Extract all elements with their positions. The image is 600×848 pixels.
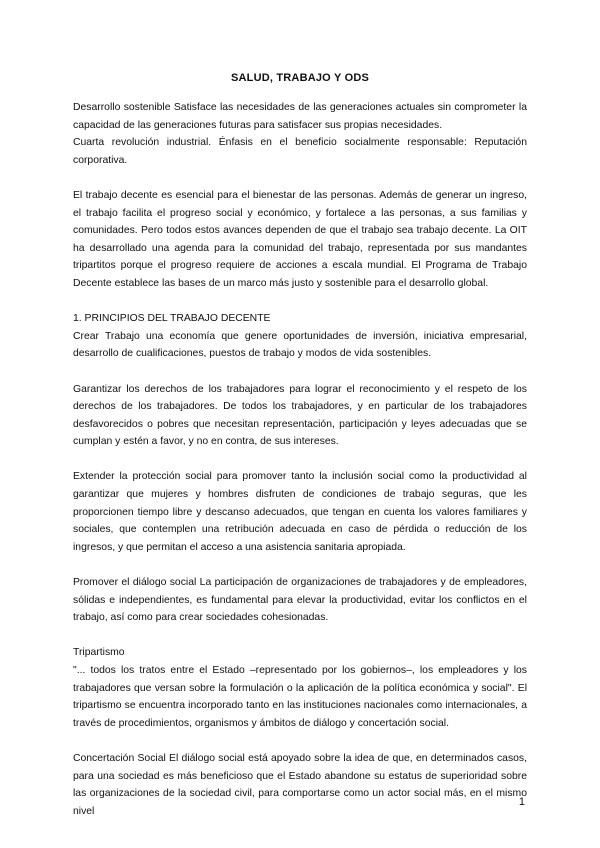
- paragraph-crear-trabajo: Crear Trabajo una economía que genere oportunidades de inversión, iniciativa empresarial, desarrollo de cualificaciones, puestos de trabajo y modos de vida sostenibles.: [73, 330, 527, 360]
- paragraph-dialogo-social: Promover el diálogo social La participación de organizaciones de trabajadores y de empleadores, sólidas e independientes, es fundamental para elevar la productividad, evitar los conflictos en el trabajo, así como para crear sociedades cohesionadas.: [73, 577, 527, 624]
- section-heading-principios: 1. PRINCIPIOS DEL TRABAJO DECENTE: [73, 313, 271, 325]
- subheading-tripartismo: Tripartismo: [73, 647, 125, 659]
- paragraph-trabajo-decente: El trabajo decente es esencial para el bienestar de las personas. Además de generar un ingreso, el trabajo facilita el progreso social y económico, y fortalece a las personas, a sus familias y comunidades. Pero todos estos avances dependen de que el trabajo sea trabajo decente. La OIT ha desarrollado una agenda para la comunidad del trabajo, representada por sus mandantes tripartitos porque el progreso requiere de acciones a escala mundial. El Programa de Trabajo Decente establece las bases de un marco más justo y sostenible para el desarrollo global.: [73, 189, 527, 289]
- document-title: SALUD, TRABAJO Y ODS: [230, 72, 370, 84]
- paragraph-garantizar-derechos: Garantizar los derechos de los trabajadores para lograr el reconocimiento y el respeto de los derechos de los trabajadores. De todos los trabajadores, y en particular de los trabajadores desfavorecidos o pobres que necesitan representación, participación y leyes adecuadas que se cumplan y estén a favor, y no en contra, de sus intereses.: [73, 383, 527, 448]
- paragraph-desarrollo-sostenible: Desarrollo sostenible Satisface las necesidades de las generaciones actuales sin comprometer la capacidad de las generaciones futuras para satisfacer sus propias necesidades.: [73, 102, 527, 131]
- document-body: [73, 99, 527, 820]
- paragraph-tripartismo: "... todos los tratos entre el Estado –representado por los gobiernos–, los empleadores y los trabajadores que versan sobre la formulación o la aplicación de la política económica y social". El tripartismo se encuentra incorporado tanto en las instituciones nacionales como internacionales, a través de procedimientos, organismos y ámbitos de diálogo y concertación social.: [73, 665, 527, 729]
- paragraph-concertacion-social: Concertación Social El diálogo social está apoyado sobre la idea de que, en determinados casos, para una sociedad es más beneficioso que el Estado abandone su estatus de superioridad sobre las organizaciones de la sociedad civil, para comportarse como un actor social más, en el mismo nivel: [73, 752, 527, 817]
- paragraph-proteccion-social: Extender la protección social para promover tanto la inclusión social como la productividad al garantizar que mujeres y hombres disfruten de condiciones de trabajo seguras, que les proporcionen tiempo libre y descanso adecuados, que tengan en cuenta los valores familiares y sociales, que contemplen una retribución adecuada en caso de pérdida o reducción de los ingresos, y que permitan el acceso a una asistencia sanitaria apropiada.: [73, 471, 527, 553]
- page-number: 1: [518, 796, 525, 808]
- paragraph-cuarta-revolucion: Cuarta revolución industrial. Énfasis en el beneficio socialmente responsable: Reputación corporativa.: [73, 137, 527, 166]
